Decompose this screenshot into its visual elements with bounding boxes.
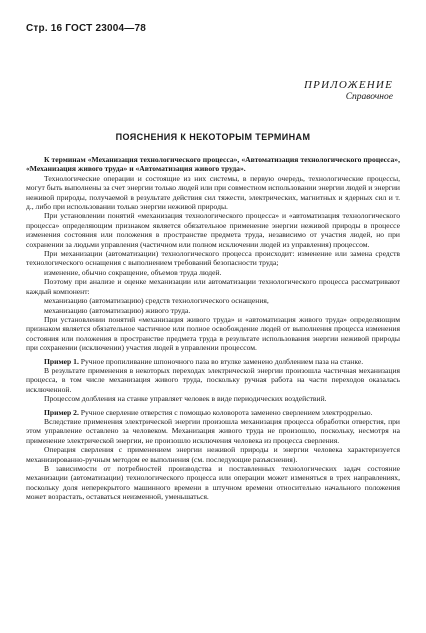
running-header: Стр. 16 ГОСТ 23004—78 [26, 23, 146, 34]
appendix-label: ПРИЛОЖЕНИЕ [304, 79, 393, 91]
terms-paragraph: К терминам «Механизация технологического процесса», «Автоматизация технологического процесса», «Механизация живого труда» и «Автоматизация живого труда». [26, 155, 400, 174]
example-label: Пример 2. [44, 407, 79, 417]
example-label: Пример 1. [44, 356, 79, 366]
paragraph: В зависимости от потребностей производства и поставленных технологических задач состояние механизации (автоматизации) технологического процесса или операции может изменяться в трех направлениях, поскольку доля неперекрытого машинного времени в штучном времени относительно начального положения может возрастать, оставаться неизменной, уменьшаться. [26, 464, 400, 502]
paragraph: Операция сверления с применением энергии неживой природы и энергии человека характеризуется механизированно-ручным методом ее выполнения (см. последующие разъяснения). [26, 445, 400, 464]
paragraph: Поэтому при анализе и оценке механизации или автоматизации технологического процесса рассматривают каждый компонент: [26, 277, 400, 296]
appendix-sublabel: Справочное [345, 92, 393, 102]
example-paragraph: Пример 1. Ручное пропиливание шпоночного паза во втулке заменено долблением паза на станке. [44, 356, 364, 366]
body-text [26, 155, 400, 502]
appendix-label-block [304, 79, 393, 102]
paragraph: механизацию (автоматизацию) живого труда. [44, 305, 191, 315]
paragraph: При установлении понятий «механизация технологического процесса» и «автоматизация технологического процесса» определяющим признаком является обязательное применение энергии неживой природы в процессе изменения состояния или положения в пространстве предмета труда, независимо от участия людей, но при сохранении за людьми управления (частичном или полном исключении людей из управления) процессом. [26, 211, 400, 249]
section-title: ПОЯСНЕНИЯ К НЕКОТОРЫМ ТЕРМИНАМ [115, 132, 311, 142]
paragraph: Вследствие применения электрической энергии произошла механизация процесса обработки отверстия, при этом управление оставлено за человеком. Механизация живого труда не произошло, поскольку, несмотря на применение электрической энергии, не произошло исключения человека из процесса сверления. [26, 416, 400, 445]
paragraph: Процессом долбления на станке управляет человек в виде периодических воздействий. [44, 394, 327, 404]
paragraph: изменение, обычно сокращение, объемов труда людей. [44, 267, 222, 277]
paragraph: В результате применения в некоторых переходах электрической энергии произошла частичная механизация процесса, в том числе механизация живого труда, поскольку ручная работа на части переходов оказалась исключенной. [26, 365, 400, 394]
paragraph: Технологические операции и состоящие из них системы, в первую очередь, технологические процессы, могут быть выполнены за счет энергии только людей или при совместном использовании энергии людей и энергии неживой природы, получаемой в результате действия сил тяжести, электрических, магнитных и ядерных сил и т. д., либо при использовании только энергии неживой природы. [26, 173, 400, 212]
paragraph: При механизации (автоматизации) технологического процесса происходит: изменение или замена средств технологического оснащения с выполнением требований безопасности труда; [26, 249, 400, 268]
example-paragraph: Пример 2. Ручное сверление отверстия с помощью коловорота заменено сверлением электродрелью. [44, 407, 373, 417]
paragraph: механизацию (автоматизацию) средств технологического оснащения, [44, 296, 269, 306]
paragraph: При установлении понятий «механизация живого труда» и «автоматизация живого труда» определяющим признаком является обязательное частичное или полное освобождение людей от выполнения процесса изменения состояния или положения в пространстве предмета труда в результате использования энергии неживой природы при сохранении (исключении) участия людей в управлении процессом. [26, 314, 400, 353]
